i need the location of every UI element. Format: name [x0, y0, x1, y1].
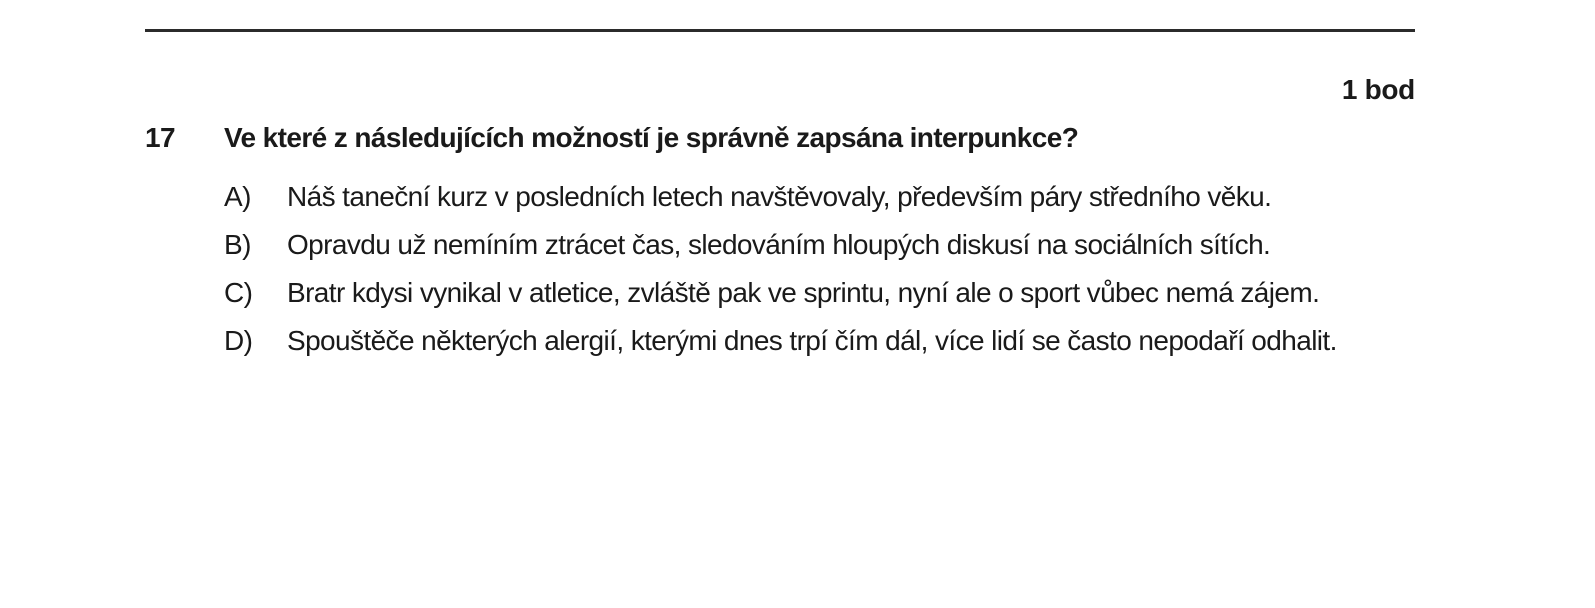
points-label: 1 bod — [1341, 74, 1415, 105]
option-letter: C) — [224, 277, 253, 308]
option-text: Náš taneční kurz v posledních letech navštěvovaly, především páry středního věku. — [287, 181, 1272, 212]
option-text: Spouštěče některých alergií, kterými dnes trpí čím dál, více lidí se často nepodaří odhalit. — [287, 325, 1337, 356]
top-divider — [145, 29, 1415, 32]
option-a — [224, 176, 1415, 217]
question-text: Ve které z následujících možností je správně zapsána interpunkce? — [224, 122, 1079, 153]
option-c — [224, 272, 1415, 313]
option-letter: B) — [224, 229, 251, 260]
option-letter: A) — [224, 181, 251, 212]
answer-options — [224, 176, 1415, 368]
option-d — [224, 320, 1415, 361]
option-text: Bratr kdysi vynikal v atletice, zvláště pak ve sprintu, nyní ale o sport vůbec nemá zájem. — [287, 277, 1320, 308]
question-number: 17 — [145, 122, 175, 153]
test-page — [145, 0, 1415, 608]
option-text: Opravdu už nemíním ztrácet čas, sledováním hloupých diskusí na sociálních sítích. — [287, 229, 1271, 260]
option-letter: D) — [224, 325, 253, 356]
option-b — [224, 224, 1415, 265]
